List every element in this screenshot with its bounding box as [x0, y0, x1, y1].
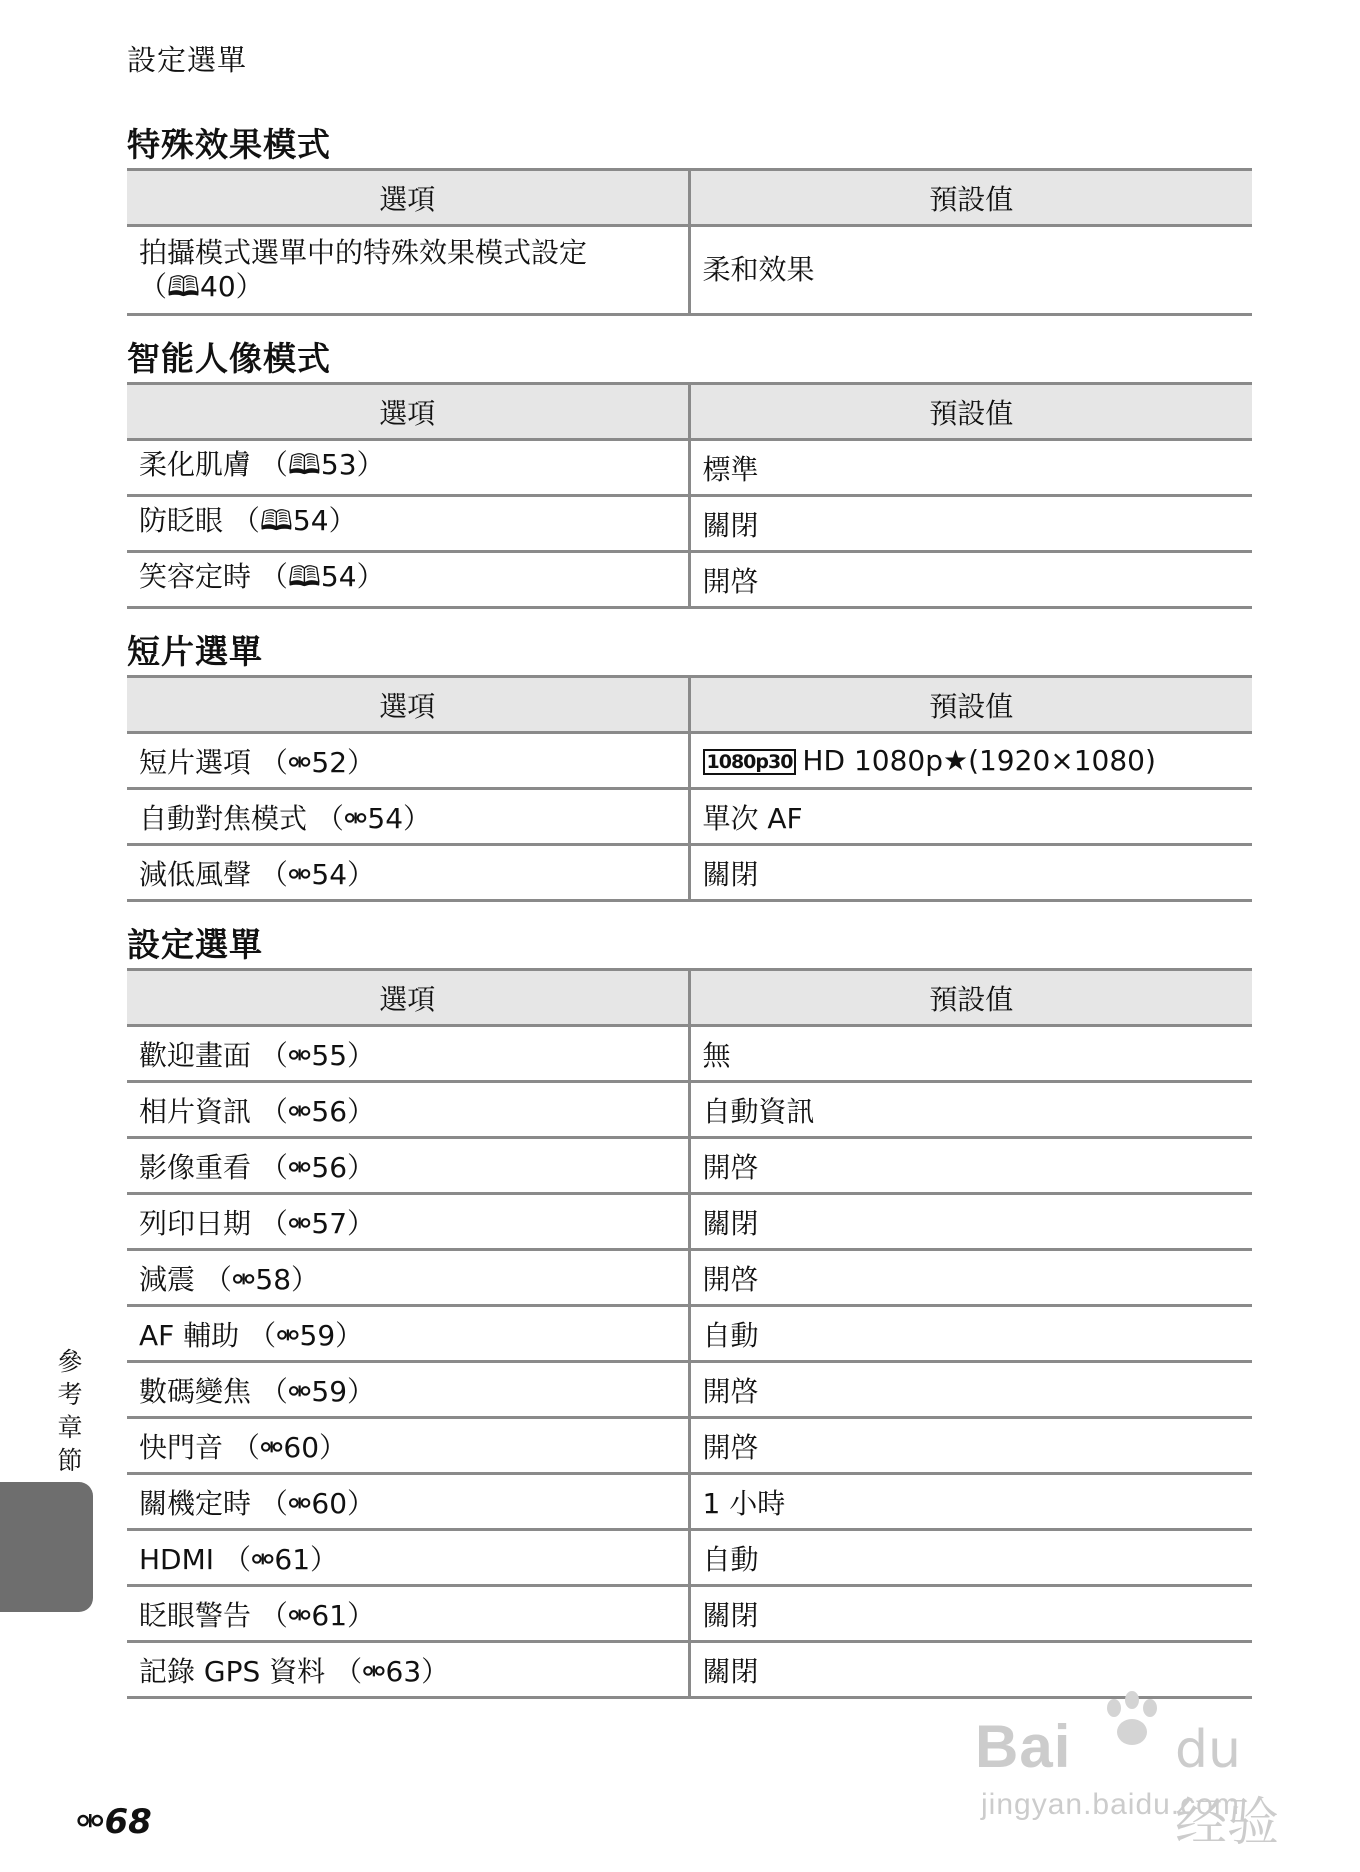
option-cell	[127, 1418, 689, 1474]
option-cell	[127, 1194, 689, 1250]
table-row	[127, 1306, 1252, 1362]
page-reference: （⚮54）	[315, 801, 432, 835]
table-row	[127, 496, 1252, 552]
table-row	[127, 552, 1252, 608]
option-cell	[127, 226, 689, 315]
table-row	[127, 226, 1252, 315]
table-row	[127, 1138, 1252, 1194]
default-value-cell: 開啓	[689, 1138, 1252, 1194]
default-value-cell: 關閉	[689, 845, 1252, 901]
page-reference: （⚮61）	[259, 1598, 376, 1632]
settings-content	[127, 122, 1252, 1719]
default-value-cell: 單次 AF	[689, 789, 1252, 845]
option-label: 列印日期	[139, 1206, 252, 1240]
default-value-cell: 自動	[689, 1530, 1252, 1586]
table-row	[127, 1530, 1252, 1586]
table-row	[127, 1082, 1252, 1138]
default-value-cell: 自動資訊	[689, 1082, 1252, 1138]
option-label: 笑容定時	[139, 560, 252, 593]
option-cell	[127, 1082, 689, 1138]
page-reference: （🕮54）	[259, 560, 385, 593]
default-value-cell: 開啓	[689, 1362, 1252, 1418]
option-label: 數碼變焦	[139, 1374, 252, 1408]
option-label: AF 輔助	[139, 1318, 240, 1352]
column-header-option: 選項	[127, 970, 689, 1026]
side-tab-label: 參考章節	[57, 1347, 83, 1475]
page-reference: （⚮52）	[259, 745, 376, 779]
option-cell	[127, 1362, 689, 1418]
default-value-cell: 開啓	[689, 552, 1252, 608]
option-label: 歡迎畫面	[139, 1038, 252, 1072]
default-value-cell: 關閉	[689, 1194, 1252, 1250]
option-cell	[127, 552, 689, 608]
table-row	[127, 1026, 1252, 1082]
table-row	[127, 733, 1252, 789]
page-reference: （⚮54）	[259, 857, 376, 891]
column-header-option: 選項	[127, 677, 689, 733]
option-cell	[127, 789, 689, 845]
column-header-option: 選項	[127, 170, 689, 226]
page-reference: （⚮59）	[259, 1374, 376, 1408]
default-value-cell: 自動	[689, 1306, 1252, 1362]
option-cell	[127, 1306, 689, 1362]
watermark-brand: Bai	[975, 1713, 1072, 1780]
table-header-row	[127, 170, 1252, 226]
movie-menu-table	[127, 675, 1252, 902]
option-cell	[127, 1474, 689, 1530]
default-value-cell	[689, 733, 1252, 789]
table-row	[127, 1642, 1252, 1698]
column-header-default: 預設值	[689, 970, 1252, 1026]
page-reference: （⚮60）	[259, 1486, 376, 1520]
table-row	[127, 1194, 1252, 1250]
page-reference: （⚮58）	[203, 1262, 320, 1296]
setup-menu-table	[127, 968, 1252, 1699]
option-label: 自動對焦模式	[139, 801, 308, 835]
table-row	[127, 789, 1252, 845]
page-reference: （🕮53）	[259, 448, 385, 481]
option-cell	[127, 496, 689, 552]
option-label: 減震	[139, 1262, 196, 1296]
option-label: 眨眼警告	[139, 1598, 252, 1632]
option-label: 拍攝模式選單中的特殊效果模式設定	[139, 236, 588, 269]
page-reference: （⚮60）	[231, 1430, 348, 1464]
option-cell	[127, 845, 689, 901]
option-cell	[127, 1642, 689, 1698]
table-header-row	[127, 970, 1252, 1026]
default-value-cell: 無	[689, 1026, 1252, 1082]
table-row	[127, 1418, 1252, 1474]
option-cell	[127, 733, 689, 789]
option-label: 防眨眼	[139, 504, 224, 537]
option-label: 柔化肌膚	[139, 448, 252, 481]
table-row	[127, 1586, 1252, 1642]
default-value-cell: 開啓	[689, 1250, 1252, 1306]
page-reference: （⚮56）	[259, 1094, 376, 1128]
section-title-setup-menu: 設定選單	[127, 925, 263, 964]
default-value-cell: 1 小時	[689, 1474, 1252, 1530]
option-label: 快門音	[139, 1430, 224, 1464]
option-cell	[127, 440, 689, 496]
column-header-default: 預設值	[689, 677, 1252, 733]
table-row	[127, 1362, 1252, 1418]
watermark-logo	[975, 1712, 1305, 1853]
table-header-row	[127, 384, 1252, 440]
option-cell	[127, 1026, 689, 1082]
table-row	[127, 1250, 1252, 1306]
option-cell	[127, 1250, 689, 1306]
default-value-cell: 標準	[689, 440, 1252, 496]
table-row	[127, 1474, 1252, 1530]
watermark-url: jingyan.baidu.com	[981, 1788, 1240, 1821]
smart-portrait-table	[127, 382, 1252, 609]
option-label: 相片資訊	[139, 1094, 252, 1128]
option-cell	[127, 1530, 689, 1586]
column-header-default: 預設值	[689, 170, 1252, 226]
running-header: 設定選單	[127, 43, 248, 77]
section-title-special-effects: 特殊效果模式	[127, 125, 331, 164]
column-header-default: 預設值	[689, 384, 1252, 440]
page-reference: （⚮59）	[248, 1318, 364, 1352]
page-reference: （⚮57）	[259, 1206, 376, 1240]
table-header-row	[127, 677, 1252, 733]
column-header-option: 選項	[127, 384, 689, 440]
option-label: 減低風聲	[139, 857, 252, 891]
movie-1080p-icon: 1080p30	[703, 749, 797, 775]
option-label: 影像重看	[139, 1150, 252, 1184]
special-effects-table	[127, 168, 1252, 316]
default-value-text: HD 1080p★(1920×1080)	[802, 744, 1156, 777]
page-reference: （⚮63）	[334, 1654, 450, 1688]
option-label: 記錄 GPS 資料	[139, 1654, 326, 1688]
page-reference: （🕮54）	[231, 504, 357, 537]
default-value-cell: 關閉	[689, 1642, 1252, 1698]
default-value-cell: 關閉	[689, 496, 1252, 552]
page-reference: （🕮40）	[139, 270, 264, 303]
table-row	[127, 440, 1252, 496]
default-value-cell: 關閉	[689, 1586, 1252, 1642]
option-label: 短片選項	[139, 745, 252, 779]
page-reference: （⚮61）	[222, 1542, 339, 1576]
paw-icon	[1100, 1690, 1164, 1750]
option-label: 關機定時	[139, 1486, 252, 1520]
option-cell	[127, 1586, 689, 1642]
page-reference: （⚮56）	[259, 1150, 376, 1184]
section-title-movie-menu: 短片選單	[127, 632, 263, 671]
table-row	[127, 845, 1252, 901]
page-number: ⚮68	[76, 1802, 152, 1842]
default-value-cell: 開啓	[689, 1418, 1252, 1474]
option-cell	[127, 1138, 689, 1194]
page-reference: （⚮55）	[259, 1038, 376, 1072]
watermark-brand-suffix: du 经验	[1175, 1720, 1280, 1853]
default-value-cell: 柔和效果	[689, 226, 1252, 315]
side-tab-marker	[0, 1482, 93, 1612]
section-title-smart-portrait: 智能人像模式	[127, 339, 331, 378]
option-label: HDMI	[139, 1542, 215, 1576]
